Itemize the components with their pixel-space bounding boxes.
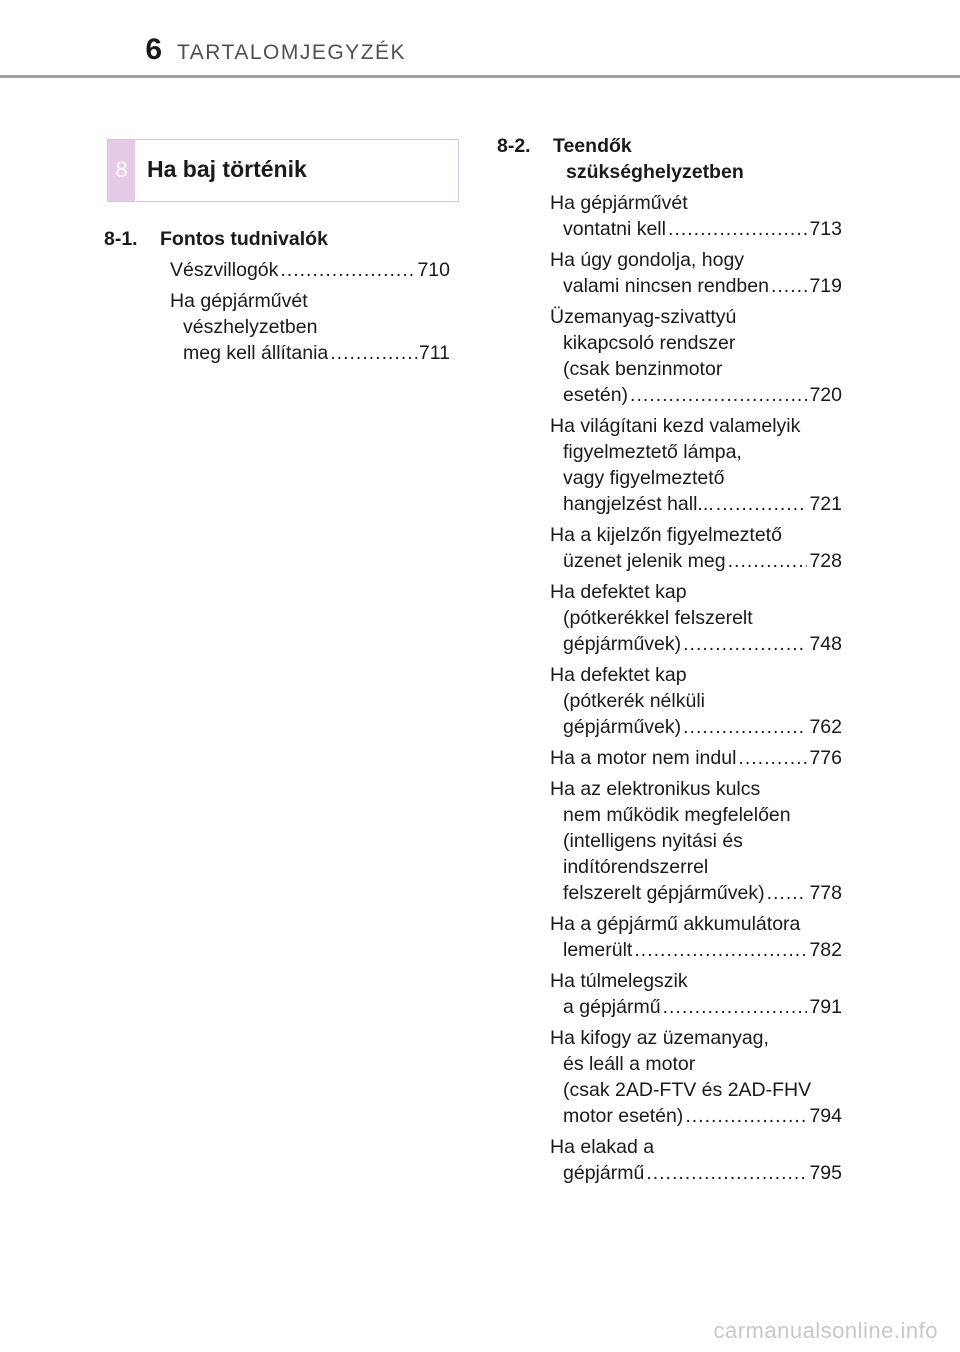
section-heading xyxy=(104,226,450,252)
toc-page-number: 720 xyxy=(809,384,842,406)
toc-entry-text: (csak 2AD-FTV és 2AD-FHV xyxy=(563,1079,812,1101)
toc-column-left xyxy=(104,226,450,371)
toc-entry-row xyxy=(550,491,842,517)
page-number: 6 xyxy=(145,33,162,66)
toc-entry-row xyxy=(550,273,842,299)
toc-entry[interactable] xyxy=(497,190,842,242)
toc-entry-text: felszerelt gépjárművek) xyxy=(563,882,765,904)
toc-entry-text: gépjárművek) xyxy=(563,716,682,738)
toc-entry-text: vagy figyelmeztető xyxy=(563,467,725,489)
toc-entry-text: Ha a motor nem indul xyxy=(550,747,737,769)
toc-page-number: 719 xyxy=(809,275,842,297)
toc-entry-text: üzenet jelenik meg xyxy=(563,550,726,572)
toc-entry-text: Ha úgy gondolja, hogy xyxy=(550,249,745,271)
toc-column-right xyxy=(497,133,842,1191)
toc-entry-row xyxy=(550,216,842,242)
section-title: Fontos tudnivalók xyxy=(160,228,328,250)
toc-entry-row xyxy=(550,631,842,657)
header-divider xyxy=(0,75,960,78)
toc-entry[interactable] xyxy=(104,288,450,366)
toc-page-number: 713 xyxy=(809,218,842,240)
dot-leader xyxy=(771,273,807,299)
toc-page-number: 782 xyxy=(809,939,842,961)
toc-entry[interactable] xyxy=(497,968,842,1020)
toc-entry-text: Üzemanyag-szivattyú xyxy=(550,306,737,328)
toc-entry-text: esetén) xyxy=(563,384,629,406)
toc-page-number: 778 xyxy=(809,882,842,904)
toc-entry[interactable] xyxy=(497,1134,842,1186)
toc-page-number: 794 xyxy=(809,1105,842,1127)
toc-page-number: 748 xyxy=(809,633,842,655)
toc-entry-text: Ha túlmelegszik xyxy=(550,970,688,992)
section-title xyxy=(497,133,842,185)
page-title: TARTALOMJEGYZÉK xyxy=(177,41,407,64)
dot-leader xyxy=(685,1103,807,1129)
toc-entry-text: nem működik megfelelően xyxy=(563,804,791,826)
toc-entry-row xyxy=(550,1103,842,1129)
toc-entry-row xyxy=(170,257,450,283)
toc-entry[interactable] xyxy=(497,304,842,408)
toc-entry[interactable] xyxy=(497,522,842,574)
toc-page-number: 728 xyxy=(809,550,842,572)
toc-entry-text: Ha defektet kap xyxy=(550,664,687,686)
toc-entry-text: Ha gépjárművét xyxy=(170,290,308,312)
toc-entry[interactable] xyxy=(497,579,842,657)
toc-page-number: 762 xyxy=(809,716,842,738)
toc-entry-text: motor esetén) xyxy=(563,1105,684,1127)
toc-entry-text: valami nincsen rendben xyxy=(563,275,769,297)
dot-leader xyxy=(683,714,807,740)
toc-entry-text: Ha defektet kap xyxy=(550,581,687,603)
dot-leader xyxy=(716,491,808,517)
watermark: carmanualsonline.info xyxy=(713,1318,938,1343)
toc-entry-list xyxy=(497,190,842,1186)
chapter-tab xyxy=(108,140,135,201)
toc-entry-row xyxy=(550,714,842,740)
toc-page-number: 776 xyxy=(809,747,842,769)
chapter-heading xyxy=(107,139,459,202)
toc-entry-row xyxy=(550,1160,842,1186)
dot-leader xyxy=(767,880,808,906)
toc-entry-text: (intelligens nyitási és xyxy=(563,830,743,852)
dot-leader xyxy=(634,937,807,963)
toc-entry-row xyxy=(550,382,842,408)
toc-entry-row xyxy=(550,994,842,1020)
toc-page-number: 795 xyxy=(809,1162,842,1184)
toc-entry-row xyxy=(170,340,450,366)
toc-entry-text: lemerült xyxy=(563,939,633,961)
toc-entry-text: kikapcsoló rendszer xyxy=(563,332,736,354)
dot-leader xyxy=(280,257,415,283)
toc-entry-row xyxy=(550,880,842,906)
toc-entry-text: vészhelyzetben xyxy=(183,316,318,338)
toc-page-number: 711 xyxy=(418,342,450,364)
dot-leader xyxy=(663,994,808,1020)
toc-entry-list xyxy=(104,257,450,366)
toc-entry[interactable] xyxy=(497,776,842,906)
toc-entry-text: indítórendszerrel xyxy=(563,856,709,878)
toc-entry[interactable] xyxy=(497,1025,842,1129)
dot-leader xyxy=(646,1160,807,1186)
toc-entry-text: (csak benzinmotor xyxy=(563,358,723,380)
toc-entry-text: figyelmeztető lámpa, xyxy=(563,441,742,463)
toc-entry[interactable] xyxy=(497,911,842,963)
toc-entry-row xyxy=(550,937,842,963)
toc-entry-text: gépjármű xyxy=(563,1162,645,1184)
section-heading xyxy=(497,133,842,185)
toc-entry-text: Vészvillogók xyxy=(170,259,279,281)
dot-leader xyxy=(728,548,808,574)
toc-entry-text: (pótkerékkel felszerelt xyxy=(563,607,753,629)
dot-leader xyxy=(668,216,807,242)
toc-entry-row xyxy=(550,548,842,574)
chapter-number: 8 xyxy=(115,157,128,182)
toc-entry-text: Ha elakad a xyxy=(550,1136,655,1158)
toc-entry-text: gépjárművek) xyxy=(563,633,682,655)
toc-entry-text: Ha az elektronikus kulcs xyxy=(550,778,761,800)
toc-entry-text: Ha kifogy az üzemanyag, xyxy=(550,1027,769,1049)
toc-page-number: 710 xyxy=(417,259,450,281)
dot-leader xyxy=(683,631,807,657)
chapter-title: Ha baj történik xyxy=(147,156,307,182)
dot-leader xyxy=(630,382,807,408)
toc-entry[interactable] xyxy=(497,745,842,771)
toc-entry-text: a gépjármű xyxy=(563,996,661,1018)
toc-entry-text: és leáll a motor xyxy=(563,1053,696,1075)
toc-entry-text: vontatni kell xyxy=(563,218,666,240)
toc-page-number: 721 xyxy=(809,493,842,515)
toc-entry[interactable] xyxy=(497,662,842,740)
toc-entry-text: Ha gépjárművét xyxy=(550,192,688,214)
toc-entry-row xyxy=(550,745,842,771)
toc-entry-text: meg kell állítania xyxy=(183,342,329,364)
dot-leader xyxy=(738,745,807,771)
toc-entry-text: Ha a kijelzőn figyelmeztető xyxy=(550,524,782,546)
toc-entry-text: (pótkerék nélküli xyxy=(563,690,705,712)
toc-entry-text: Ha a gépjármű akkumulátora xyxy=(550,913,801,935)
toc-entry[interactable] xyxy=(497,247,842,299)
dot-leader xyxy=(330,340,417,366)
section-title-line: szükséghelyzetben xyxy=(566,161,744,183)
section-title-line: Teendők xyxy=(553,135,632,157)
section-number: 8-2. xyxy=(497,135,531,157)
toc-entry[interactable] xyxy=(104,257,450,283)
page-header xyxy=(0,0,960,80)
toc-page-number: 791 xyxy=(809,996,842,1018)
toc-entry-text: Ha világítani kezd valamelyik xyxy=(550,415,801,437)
toc-entry-text: hangjelzést hall... xyxy=(563,493,714,515)
toc-entry[interactable] xyxy=(497,413,842,517)
section-number: 8-1. xyxy=(104,228,138,250)
